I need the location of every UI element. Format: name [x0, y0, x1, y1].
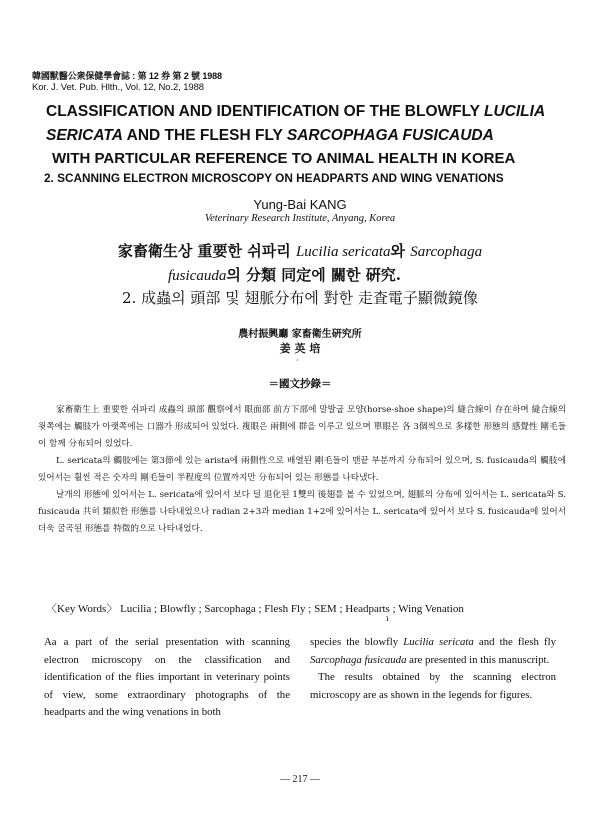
small-mark: · [296, 356, 299, 365]
title-en-line3: WITH PARTICULAR REFERENCE TO ANIMAL HEALTH IN KOREA [52, 150, 516, 167]
small-mark-2: ı [386, 614, 389, 623]
title-en-line2 [46, 127, 494, 145]
abstract-kr-paragraph-1: 家畜衛生上 重要한 쉬파리 成蟲의 頭部 觀察에서 眼面部 前方下部에 말발굽 모양(horse-shoe shape)의 縫合線이 存在하며 縫合線의 윗쪽에는 觸肢가 아랫쪽에는 口器가 形成되어 있었다. 複眼은 兩側에 群을 이루고 있으며 單眼은 各 3個씩으로 多樣한 形態의 感覺性 剛毛들이 함께 分布되어 있었다. [38, 405, 566, 449]
body-right-b: and the flesh fly [473, 636, 557, 648]
body-left-paragraph: Aa a part of the serial presentation with scanning electron microscopy on the classification and identification of the flies important in veterinary points of view, some extraordinary photographs of the headparts and the wing venations in both [44, 636, 290, 718]
journal-header-korean: 韓國獸醫公衆保健學會誌 : 第 12 券 第 2 號 1988 [32, 71, 222, 81]
body-right-a: species the blowfly [310, 636, 404, 648]
body-right-column [310, 634, 556, 704]
abstract-kr [38, 402, 566, 538]
body-left-column [44, 634, 290, 722]
abstract-kr-paragraph-2: L. sericata의 觸肢에는 第3節에 있는 arista에 兩側性으로 배열된 剛毛들이 맨끝 부분까지 分布되어 있으며, S. fusicauda의 觸肢에 있어서는 훨씬 적은 숫자의 剛毛들이 半程度의 位置까지만 分布되어 있는 形態를 나타냈다. [38, 456, 566, 483]
author-name: Yung-Bai KANG [253, 197, 347, 212]
body-right-paragraph-2: The results obtained by the scanning electron microscopy are as shown in the legends for figures. [310, 671, 556, 701]
abstract-kr-heading: ＝國文抄錄＝ [268, 378, 332, 390]
title-kr-line1-a: 家畜衛生상 重要한 쉬파리 [117, 242, 296, 260]
author-affiliation: Veterinary Research Institute, Anyang, Korea [204, 213, 396, 224]
author-kr-name: 姜 英 培 [279, 342, 321, 355]
body-right-c: are presented in this manuscript. [406, 653, 550, 666]
body-right-italic-a: Lucilia sericata [403, 636, 474, 648]
title-kr-line1-italic-a: Lucilia sericata [295, 244, 391, 260]
title-en-line1-text: CLASSIFICATION AND IDENTIFICATION OF THE BLOWFLY [46, 103, 485, 120]
body-right-paragraph-1 [310, 634, 556, 669]
body-right-italic-b: Sarcophaga fusicauda [310, 653, 407, 666]
title-kr-line2 [168, 264, 401, 285]
keywords: 〈Key Words〉 Lucilia ; Blowfly ; Sarcophaga ; Flesh Fly ; SEM ; Headparts ; Wing Venation [46, 603, 464, 615]
abstract-kr-paragraph-3: 날개의 形態에 있어서는 L. sericata에 있어서 보다 덜 退化된 1雙의 後翅를 볼 수 있었으며, 翅脈의 分布에 있어서는 L. sericata와 S. fusicauda 共히 類似한 形態를 나타내었으나 radian 2+3과 median 1+2에 있어서는 L. sericata에 있어서 보다 S. fusicauda에 있어서 더욱 굴곡된 形態를 特徵的으로 나타내었다. [38, 490, 566, 534]
title-kr-line1-italic-b: Sarcophaga [410, 244, 483, 260]
title-en-line2-italic-a: SERICATA [46, 127, 123, 144]
title-kr-line3: 2. 成蟲의 頭部 및 翅脈分布에 對한 走査電子顯微鏡像 [122, 289, 478, 307]
title-en-line4: 2. SCANNING ELECTRON MICROSCOPY ON HEADPARTS AND WING VENATIONS [44, 171, 504, 185]
author-kr-affiliation: 農村振興廳 家畜衛生硏究所 [238, 329, 362, 340]
title-kr-line2-italic: fusicauda [168, 268, 227, 284]
title-en-line2-italic-b: SARCOPHAGA FUSICAUDA [286, 127, 494, 144]
title-kr-line2-b: 의 分類 同定에 關한 硏究. [226, 266, 401, 284]
page-number: — 217 — [280, 774, 320, 785]
journal-header-english: Kor. J. Vet. Pub. Hlth., Vol. 12, No.2, 1988 [32, 82, 204, 93]
title-kr-line1-b: 와 [390, 242, 411, 260]
title-kr-line1 [0, 240, 600, 261]
title-en-line1 [46, 103, 545, 121]
title-en-line1-italic: LUCILIA [484, 103, 546, 120]
title-en-line2-text: AND THE FLESH FLY [122, 127, 287, 144]
